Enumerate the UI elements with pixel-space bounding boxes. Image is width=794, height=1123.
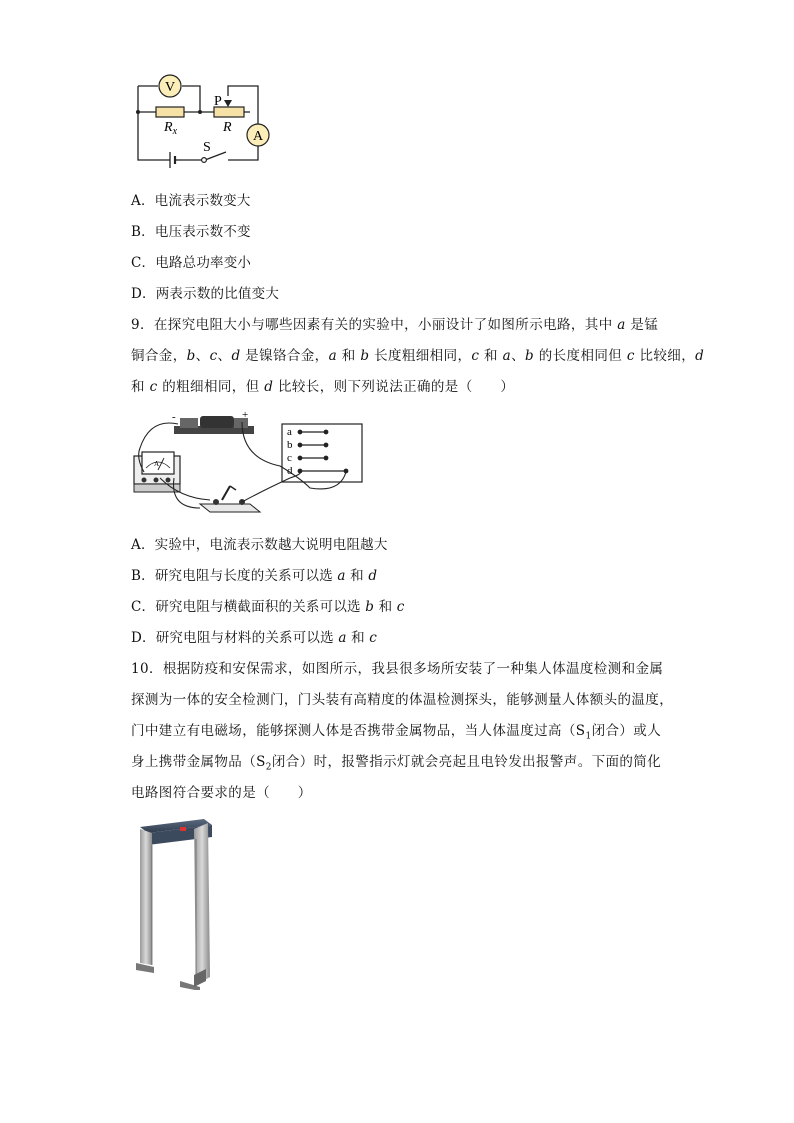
q10-stem-line-2: 探测为一体的安全检测门，门头装有高精度的体温检测探头，能够测量人体额头的温度， [131, 692, 674, 708]
rx-resistor [156, 107, 184, 117]
q8-option-b: B．电压表示数不变 [131, 224, 251, 240]
battery-minus: - [172, 411, 176, 423]
switch-label: S [203, 140, 211, 155]
wire-label-c: c [287, 452, 292, 464]
q9-option-d: D．研究电阻与材料的关系可以选 a 和 c [131, 630, 378, 646]
wire-label-d: d [287, 465, 293, 477]
ammeter-device-label: A [154, 460, 160, 468]
rx-label: $R_x$ [164, 120, 178, 137]
q8-option-c: C．电路总功率变小 [131, 255, 252, 271]
wire-board [282, 424, 362, 482]
q9-stem-line-2: 铜合金，b、c、d 是镍铬合金，a 和 b 长度粗细相同，c 和 a、b 的长度相同但 c 比较细，d [131, 348, 705, 364]
q8-circuit-diagram [130, 70, 270, 170]
q9-option-a: A．实验中，电流表示数越大说明电阻越大 [131, 537, 388, 553]
q10-stem-line-5: 电路图符合要求的是（ ） [131, 785, 312, 801]
q9-stem-line-3: 和 c 的粗细相同，但 d 比较长，则下列说法正确的是（ ） [131, 379, 515, 395]
wire-label-b: b [287, 439, 293, 451]
security-gate-image [132, 815, 218, 990]
q8-option-a: A．电流表示数变大 [131, 193, 251, 209]
r-label: R [223, 120, 232, 135]
q8-option-d: D．两表示数的比值变大 [131, 286, 280, 302]
q9-stem-line-1: 9．在探究电阻大小与哪些因素有关的实验中，小丽设计了如图所示电路，其中 a 是锰 [131, 317, 659, 333]
q9-option-c: C．研究电阻与横截面积的关系可以选 b 和 c [131, 599, 405, 615]
battery-plus: + [242, 409, 249, 421]
wire-label-a: a [287, 426, 292, 438]
battery-cell-icon [200, 416, 234, 428]
q10-stem-line-4: 身上携带金属物品（$S_2$闭合）时，报警指示灯就会亮起且电铃发出报警声。下面的简化 [131, 754, 662, 773]
slider-label: P [214, 94, 222, 109]
q10-stem-line-1: 10．根据防疫和安保需求，如图所示，我县很多场所安装了一种集人体温度检测和金属 [131, 661, 664, 677]
q9-experiment-figure [130, 408, 370, 523]
q10-stem-line-3: 门中建立有电磁场，能够探测人体是否携带金属物品，当人体温度过高（$S_1$闭合）或人 [131, 723, 662, 742]
ammeter-label: A [252, 129, 264, 144]
slider-arrow-icon [224, 100, 232, 107]
voltmeter-label: V [164, 80, 176, 95]
knife-switch-icon [200, 486, 260, 512]
q9-option-b: B．研究电阻与长度的关系可以选 a 和 d [131, 568, 378, 584]
